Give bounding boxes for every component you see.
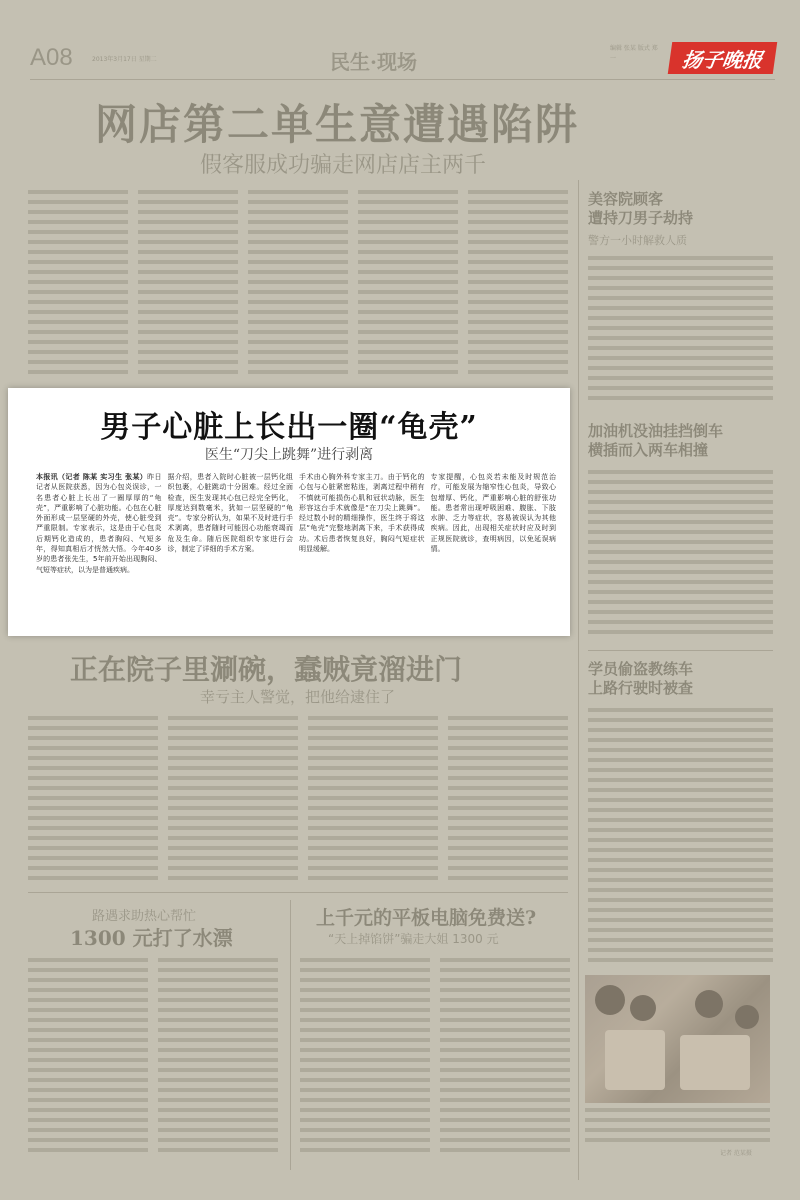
middle-body-col-3	[308, 716, 438, 886]
article-text: 昨日记者从医院获悉，因为心包炎误诊，一名患者心脏上长出了一圈厚厚的“龟壳”，严重影响了心脏功能。心包在心脏外面形成一层坚硬的外壳，使心脏受到严重限制。专家表示，这是由于心包炎后期钙化造成的，患者胸闷、气短多年，得知真相后才恍然大悟。今年40多岁的患者张先生，5年前开始出现胸闷、气短等症状，以为是普通疾病。	[36, 473, 162, 574]
sidebar-sub-1: 警方一小时解救人质	[588, 234, 687, 247]
lead-body-col-3	[248, 190, 348, 380]
article-title: 男子心脏上长出一圈“龟壳”	[100, 410, 478, 445]
bottom-mid-headline: 上千元的平板电脑免费送?	[316, 907, 537, 929]
lead-subheadline: 假客服成功骗走网店店主两千	[200, 153, 487, 178]
article-text: 手术由心胸外科专家主刀。由于钙化的心包与心脏紧密粘连，剥离过程中稍有不慎就可能损伤心肌和冠状动脉，医生形容这台手术就像是“在刀尖上跳舞”。经过数小时的精细操作，医生终于将这层“龟壳”完整地剥离下来，手术获得成功。术后患者恢复良好，胸闷气短症状明显缓解。	[299, 473, 425, 554]
page-number: A08	[30, 44, 73, 71]
bottom-column-divider	[290, 900, 291, 1170]
bottom-left-body-2	[158, 958, 278, 1158]
lead-body-col-4	[358, 190, 458, 380]
lead-body-col-1	[28, 190, 128, 380]
section-title: 民生·现场	[330, 50, 417, 74]
lead-body-col-5	[468, 190, 568, 380]
lead-body-col-2	[138, 190, 238, 380]
bottom-mid-body-1	[300, 958, 430, 1158]
article-text: 据介绍，患者入院时心脏被一层钙化组织包裹，心脏跳动十分困难。经过全面检查，医生发现其心包已经完全钙化，厚度达到数毫米，犹如一层坚硬的“龟壳”。专家分析认为，如果不及时进行手术剥离，患者随时可能因心功能衰竭而危及生命。随后医院组织专家进行会诊，制定了详细的手术方案。	[167, 473, 293, 554]
sidebar-headline-3: 学员偷盗教练车 上路行驶时被查	[588, 660, 694, 697]
article-column-3	[299, 472, 425, 632]
sidebar-divider	[588, 650, 773, 651]
sidebar-headline-1: 美容院顾客 遭持刀男子劫持	[588, 190, 694, 227]
middle-body-col-1	[28, 716, 158, 886]
photo-credit: 记者 范某摄	[720, 1150, 752, 1157]
bottom-left-kicker: 路遇求助热心帮忙	[92, 909, 197, 924]
article-column-1	[36, 472, 162, 632]
editor-meta: 编辑 张某 版式 郑一	[610, 45, 658, 62]
middle-body-col-4	[448, 716, 568, 886]
article-dateline: 本报讯（记者 陈某 实习生 张某）	[36, 473, 148, 481]
issue-date: 2013年3月17日 星期二	[92, 56, 157, 63]
column-divider	[578, 180, 579, 1180]
featured-article	[8, 388, 570, 636]
bottom-mid-body-2	[440, 958, 570, 1158]
sidebar-headline-2: 加油机没油挂挡倒车 横插而入两车相撞	[588, 422, 724, 459]
sidebar-body-1	[588, 256, 773, 406]
sidebar-body-3	[588, 708, 773, 968]
bottom-divider	[28, 892, 568, 893]
sidebar-body-2	[588, 470, 773, 640]
lead-headline: 网店第二单生意遭遇陷阱	[95, 100, 580, 149]
middle-subheadline: 幸亏主人警觉，把他给逮住了	[200, 688, 396, 706]
article-column-2	[168, 472, 294, 632]
news-photo	[585, 975, 770, 1103]
photo-caption	[585, 1108, 770, 1144]
article-text: 专家提醒，心包炎若未能及时规范治疗，可能发展为缩窄性心包炎，导致心包增厚、钙化，严重影响心脏的舒张功能。患者常出现呼吸困难、腹胀、下肢水肿、乏力等症状，容易被误认为其他疾病。因此，出现相关症状时应及时到正规医院就诊，查明病因，以免延误病情。	[430, 473, 556, 554]
article-body	[36, 472, 556, 632]
bottom-mid-subheadline: “天上掉馅饼”骗走大姐 1300 元	[328, 932, 499, 946]
article-column-4	[431, 472, 557, 632]
article-subtitle: 医生“刀尖上跳舞”进行剥离	[204, 447, 374, 463]
middle-headline: 正在院子里涮碗，蠢贼竟溜进门	[70, 653, 463, 686]
masthead	[30, 40, 775, 80]
middle-body-col-2	[168, 716, 298, 886]
newspaper-logo: 扬子晚报	[668, 42, 777, 74]
bottom-left-body-1	[28, 958, 148, 1158]
bottom-left-headline: 1300 元打了水漂	[70, 926, 233, 950]
